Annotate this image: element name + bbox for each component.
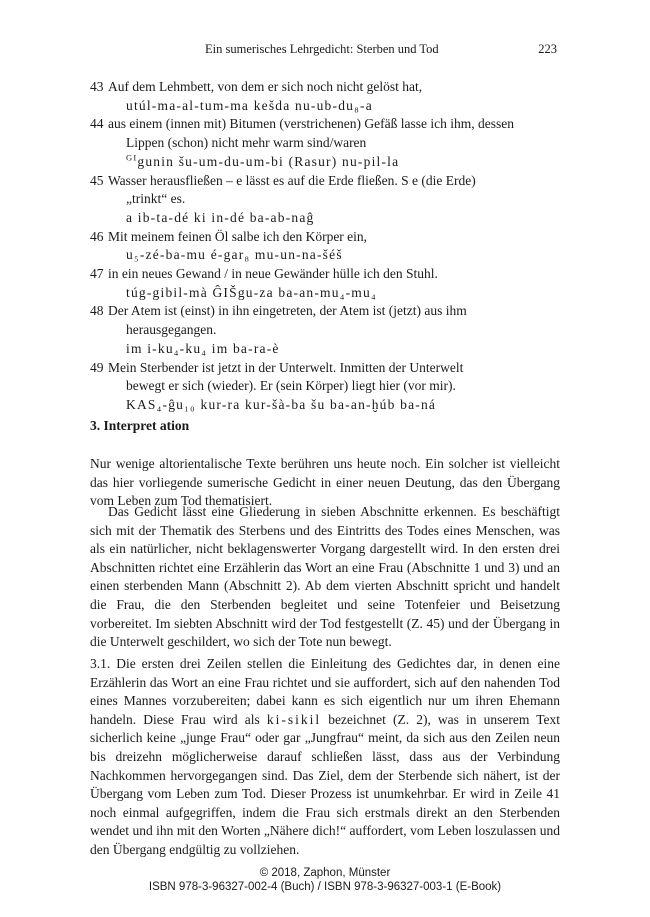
translation-continued: bewegt er sich (wieder). Er (sein Körper) liegt hier (vor mir). [126,378,456,394]
running-title: Ein sumerisches Lehrgedicht: Sterben und Tod [205,42,439,56]
sumerian-term: ki-sikil [266,711,322,727]
poem-line-44 [90,115,560,171]
transliteration: utúl-ma-al-tum-ma kešda nu-ub-du₈-a [126,97,373,113]
poem-line-48 [90,302,560,358]
translation: aus einem (innen mit) Bitumen (verstrichenen) Gefäß lasse ich ihm, dessen [108,116,515,132]
paragraph-text-part: bezeichnet (Z. 2), was in unserem Text sicherlich keine „junge Frau“ oder gar „Jungfrau“ meint, da sich aus den Zeilen neun bis dreizehn möglicherweise darauf schließen lässt, dass aus der Verbindung Nachkommen hervorgegangen sind. Das Ziel, dem der Sterbende sich nähert, ist der Übergang vom Leben zum Tod. Dieser Prozess ist unumkehrbar. Er wird in Zeile 41 noch einmal aufgegriffen, indem die Frau sich erstmals direkt an den Sterbenden wendet und ihn mit den Worten „Nähere dich!“ auffordert, vom Leben loszulassen und den Übergang endgültig zu vollziehen. [90,711,560,857]
translation: Mit meinem feinen Öl salbe ich den Körper ein, [108,228,368,244]
paragraph-text-part: 3.1. Die ersten drei Zeilen stellen die Einleitung des Gedichtes dar, in denen eine Erzählerin das Wort an eine Frau richtet und sie auffordert, sich auf den nahenden Tod eines Mannes vorzubereiten; dabei kann es sich eigentlich nur um ihren Ehemann handeln. Diese Frau wird als [90,656,560,727]
transliteration: KAS₄-ĝu₁₀ kur-ra kur-šà-ba šu ba-an-ḫúb ba-ná [126,396,437,412]
poem-lines [90,78,560,415]
poem-line-43 [90,78,560,115]
copyright-line: © 2018, Zaphon, Münster [259,867,391,879]
poem-line-46 [90,228,560,265]
line-number: 47 [90,266,104,282]
transliteration: túg-gibil-mà ĜIŠgu-za ba-an-mu₄-mu₄ [126,284,377,300]
transliteration: gunin šu-um-du-um-bi (Rasur) nu-pil-la [137,153,400,169]
isbn-line: ISBN 978-3-96327-002-4 (Buch) / ISBN 978-3-96327-003-1 (E-Book) [148,881,502,893]
line-number: 49 [90,359,104,375]
paragraph-3-1 [90,655,560,860]
line-number: 44 [90,116,104,132]
translation: Wasser herausfließen – e lässt es auf die Erde fließen. S e (die Erde) [108,172,476,188]
translation-continued: herausgegangen. [126,322,217,338]
transliteration: u₅-zé-ba-mu é-gar₈ mu-un-na-šéš [126,247,343,263]
translation: in ein neues Gewand / in neue Gewänder hülle ich den Stuhl. [108,266,438,282]
running-header [90,42,557,58]
paragraph-structure [90,503,560,652]
transliteration: a ib-ta-dé ki in-dé ba-ab-naĝ [126,209,315,225]
poem-line-47 [90,265,560,302]
determinative: GI [126,152,138,163]
translation: Mein Sterbender ist jetzt in der Unterwelt. Inmitten der Unterwelt [108,359,464,375]
line-number: 43 [90,79,104,94]
copyright-footer [0,866,650,894]
paragraph-text: Das Gedicht lässt eine Gliederung in sieben Abschnitte erkennen. Es beschäftigt sich mit der Thematik des Sterbens und des Eintritts des Todes eines Menschen, was als ein natürlicher, nicht beklagenswerter Vorgang dargestellt wird. In den ersten drei Abschnitten richtet eine Erzählerin das Wort an eine Frau (Abschnitte 1 und 3) und an einen sterbenden Mann (Abschnitt 2). Ab dem vierten Abschnitt spricht und handelt die Frau, die den Sterbenden begleitet und seine Totenfeier und Beisetzung vorbereitet. Im siebten Abschnitt wird der Tod festgestellt (Z. 45) und der Übergang in die Unterwelt geschildert, wo sich der Tote nun bewegt. [90,504,560,650]
page-number: 223 [538,42,557,56]
paragraph-text: Nur wenige altorientalische Texte berühren uns heute noch. Ein solcher ist vielleicht das hier vorliegende sumerische Gedicht in einer neuen Deutung, das den Übergang vom Leben zum Tod thematisiert. [90,456,560,509]
poem-line-49 [90,359,560,415]
translation: Auf dem Lehmbett, von dem er sich noch nicht gelöst hat, [108,79,423,94]
line-number: 45 [90,172,104,188]
translation: Der Atem ist (einst) in ihn eingetreten, der Atem ist (jetzt) aus ihm [108,303,467,319]
transliteration: im i-ku₄-ku₄ im ba-ra-è [126,340,280,356]
translation-continued: Lippen (schon) nicht mehr warm sind/waren [126,135,367,151]
section-heading: 3. Interpret ation [90,418,190,433]
poem-line-45 [90,172,560,228]
translation-continued: „trinkt“ es. [126,191,186,207]
paragraph-text [90,655,560,860]
line-number: 46 [90,228,104,244]
line-number: 48 [90,303,104,319]
